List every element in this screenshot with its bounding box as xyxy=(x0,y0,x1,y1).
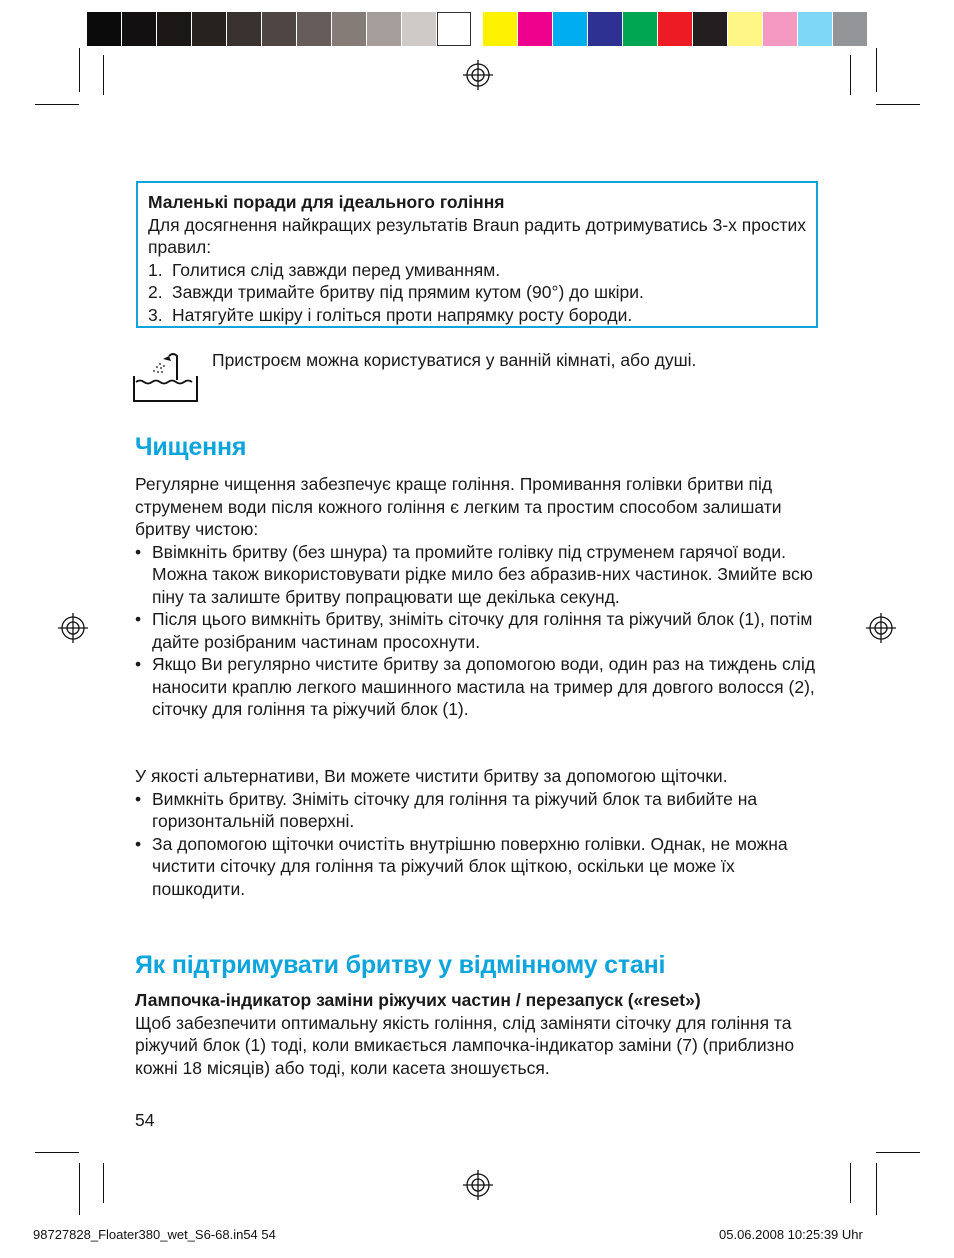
registration-mark-icon xyxy=(866,613,896,643)
color-swatch xyxy=(693,12,727,46)
alternative-intro: У якості альтернативи, Ви можете чистити бритву за допомогою щіточки. xyxy=(135,766,728,786)
color-swatch xyxy=(833,12,867,46)
bath-shower-icon xyxy=(133,352,199,404)
tips-item: 2. Завжди тримайте бритву під прямим кутом (90°) до шкіри. xyxy=(148,282,644,302)
registration-mark-icon xyxy=(58,613,88,643)
tips-title: Маленькі поради для ідеального гоління xyxy=(148,192,505,212)
color-swatch xyxy=(553,12,587,46)
tips-item: 3. Натягуйте шкіру і голіться проти напрямку росту бороди. xyxy=(148,304,633,325)
color-swatch xyxy=(157,12,191,46)
page-number: 54 xyxy=(135,1110,155,1130)
color-swatch xyxy=(87,12,121,46)
list-item: • За допомогою щіточки очистіть внутрішню поверхню голівки. Однак, не можна чистити сіточку для гоління та ріжучий блок щіткою, оскільки це може їх пошкодити. xyxy=(135,833,788,899)
cleaning-alternative xyxy=(135,765,825,900)
color-swatch xyxy=(262,12,296,46)
registration-mark-icon xyxy=(463,60,493,90)
footer-date: 05.06.2008 10:25:39 Uhr xyxy=(719,1227,863,1242)
color-swatch xyxy=(798,12,832,46)
color-swatch xyxy=(122,12,156,46)
color-swatch xyxy=(518,12,552,46)
color-swatch xyxy=(658,12,692,46)
maintenance-text: Щоб забезпечити оптимальну якість гоління, слід заміняти сіточку для гоління та ріжучий блок (1) тоді, коли вмикається лампочка-індикатор заміни (7) (приблизно кожні 18 місяців) або тоді, коли касета зношується. xyxy=(135,1012,795,1078)
color-swatch xyxy=(402,12,436,46)
footer-file-info: 98727828_Floater380_wet_S6-68.in54 54 xyxy=(33,1227,276,1242)
color-swatch xyxy=(588,12,622,46)
color-swatch xyxy=(192,12,226,46)
color-swatch xyxy=(728,12,762,46)
color-swatch xyxy=(623,12,657,46)
color-swatch xyxy=(227,12,261,46)
list-item: • Після цього вимкніть бритву, зніміть сіточку для гоління та ріжучий блок (1), потім дайте розібраним частинам просохнути. xyxy=(135,609,813,652)
maintenance-subheading: Лампочка-індикатор заміни ріжучих частин / перезапуск («reset») xyxy=(135,990,701,1010)
color-swatch xyxy=(367,12,401,46)
cleaning-intro: Регулярне чищення забезпечує краще гоління. Промивання голівки бритви під струменем води після кожного гоління є легким та простим способом залишати бритву чистою: xyxy=(135,474,782,539)
color-swatch xyxy=(483,12,517,46)
tips-intro: Для досягнення найкращих результатів Braun радить дотримуватись 3-х простих правил: xyxy=(148,214,807,257)
maintenance-body xyxy=(135,989,825,1079)
cleaning-body xyxy=(135,473,825,721)
list-item: • Вимкніть бритву. Зніміть сіточку для гоління та ріжучий блок та вибийте на горизонтальній поверхні. xyxy=(135,788,758,831)
color-swatch xyxy=(332,12,366,46)
cleaning-heading: Чищення xyxy=(135,433,247,461)
shaving-tips-box xyxy=(136,181,818,328)
registration-mark-icon xyxy=(463,1170,493,1200)
list-item: • Якщо Ви регулярно чистите бритву за допомогою води, один раз на тиждень слід наносити краплю легкого машинного мастила на тример для довгого волосся (2), сіточку для гоління та ріжучий блок (1). xyxy=(135,654,816,719)
color-swatch xyxy=(297,12,331,46)
color-swatch xyxy=(763,12,797,46)
bath-note: Пристроєм можна користуватися у ванній кімнаті, або душі. xyxy=(212,350,697,370)
list-item: • Ввімкніть бритву (без шнура) та промийте голівку під струменем гарячої води. Можна також використовувати рідке мило без абразив-них частинок. Змийте всю піну та залиште бритву попрацювати ще декілька секунд. xyxy=(135,541,813,607)
tips-item: 1. Голитися слід завжди перед умиванням. xyxy=(148,259,501,280)
maintenance-heading: Як підтримувати бритву у відмінному стані xyxy=(135,951,666,979)
color-swatch xyxy=(437,12,471,46)
